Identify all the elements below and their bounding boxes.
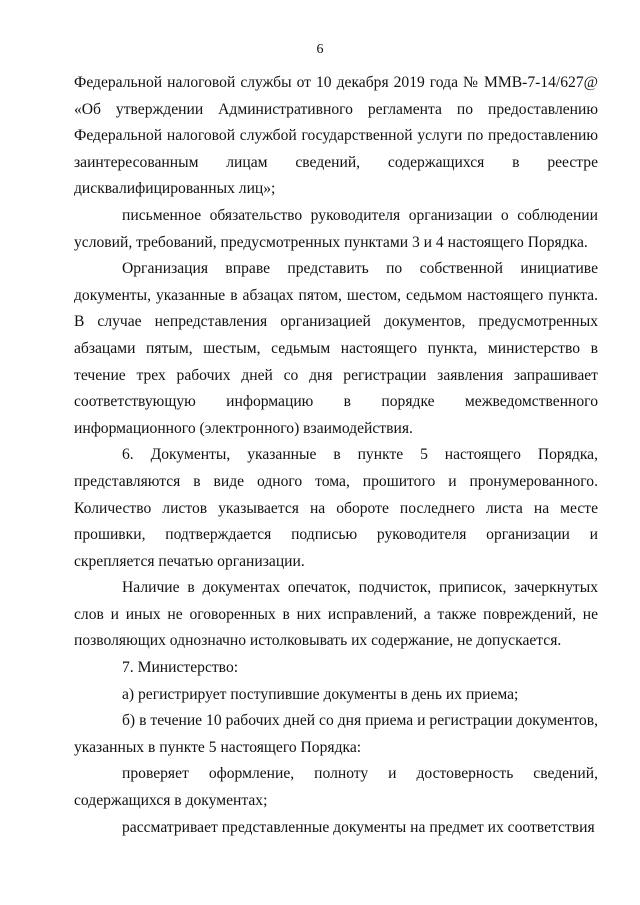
paragraph-item-7b: б) в течение 10 рабочих дней со дня приема и регистрации документов, указанных в пункте 5 настоящего Порядка: — [74, 712, 598, 756]
paragraph-item-6: 6. Документы, указанные в пункте 5 настоящего Порядка, представляются в виде одного тома, прошитого и пронумерованного. Количество листов указывается на обороте последнего листа на месте прошивки, подтверждается подписью руководителя организации и скрепляется печатью организации. — [74, 446, 598, 570]
paragraph-checks-documents: проверяет оформление, полноту и достоверность сведений, содержащихся в документах; — [74, 765, 598, 810]
document-body — [74, 70, 598, 841]
paragraph-fns-order: Федеральной налоговой службы от 10 декабря 2019 года № ММВ-7-14/627@ «Об утверждении Административного регламента по предоставлению Федеральной налоговой службой государственной услуги по предоставлению заинтересованным лицам сведений, содержащихся в реестре дисквалифицированных лиц»; — [74, 74, 598, 198]
paragraph-reviews-documents: рассматривает представленные документы на предмет их соответствия — [122, 818, 595, 836]
paragraph-item-7-heading: 7. Министерство: — [122, 659, 239, 677]
paragraph-organization-right: Организация вправе представить по собственной инициативе документы, указанные в абзацах пятом, шестом, седьмом настоящего пункта. В случае непредставления организацией документов, предусмотренных абзацами пятым, шестым, седьмым настоящего пункта, министерство в течение трех рабочих дней со дня регистрации заявления запрашивает соответствующую информацию в порядке межведомственного информационного (электронного) взаимодействия. — [74, 260, 598, 437]
paragraph-item-7a: а) регистрирует поступившие документы в день их приема; — [122, 685, 519, 703]
page-number: 6 — [316, 42, 324, 57]
paragraph-written-obligation: письменное обязательство руководителя организации о соблюдении условий, требований, предусмотренных пунктами 3 и 4 настоящего Порядка. — [74, 206, 598, 251]
paragraph-errors-not-allowed: Наличие в документах опечаток, подчисток, приписок, зачеркнутых слов и иных не оговоренных в них исправлений, а также повреждений, не позволяющих однозначно истолковывать их содержание, не допускается. — [74, 579, 598, 650]
